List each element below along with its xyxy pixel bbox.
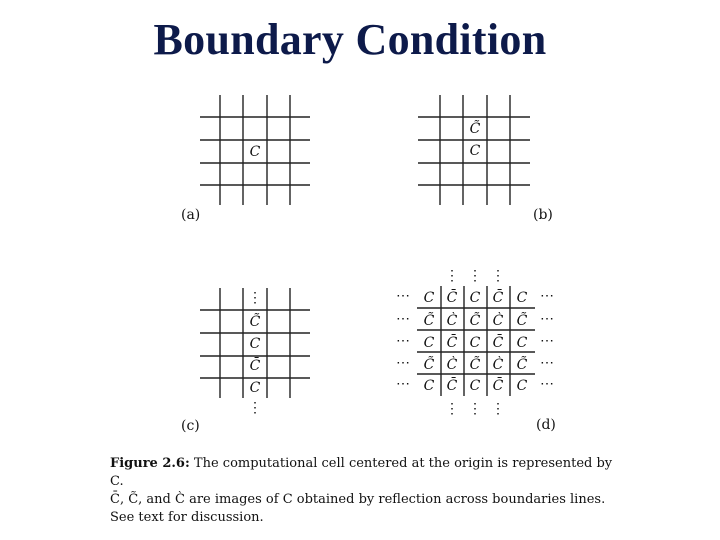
panel-d-cell: C̀ — [492, 357, 504, 373]
panel-b-grid — [415, 95, 535, 205]
panel-d-row-ellipsis-right: ⋯ — [540, 333, 554, 349]
panel-d-cell: C — [516, 290, 528, 306]
panel-d-cell: C — [469, 335, 481, 351]
panel-d-cell: C̄ — [492, 290, 504, 306]
panel-c-grid — [195, 288, 315, 416]
panel-d-cell: C — [423, 335, 435, 351]
panel-d-col-ellipsis-bottom: ⋮ — [468, 401, 482, 417]
panel-d-row-ellipsis-left: ⋯ — [396, 311, 410, 327]
caption-line-3: See text for discussion. — [110, 510, 264, 525]
panel-d-cell: C̃ — [469, 313, 481, 329]
panel-c-cell: C — [249, 380, 261, 396]
panel-d-col-ellipsis-bottom: ⋮ — [491, 401, 505, 417]
panel-d-label: (d) — [536, 417, 556, 433]
panel-d-cell: C̄ — [492, 378, 504, 394]
caption-lead: Figure 2.6: — [110, 456, 190, 471]
panel-d-cell: C — [516, 378, 528, 394]
panel-d-col-ellipsis-bottom: ⋮ — [445, 401, 459, 417]
panel-b-bottom-cell: C — [469, 143, 481, 159]
panel-d-cell: C̀ — [446, 357, 458, 373]
panel-d-row-ellipsis-left: ⋯ — [396, 288, 410, 304]
panel-d-cell: C̃ — [516, 357, 528, 373]
panel-d-cell: C̄ — [492, 335, 504, 351]
panel-d-row-ellipsis-left: ⋯ — [396, 333, 410, 349]
panel-a-grid — [195, 95, 315, 205]
panel-b-label: (b) — [533, 207, 553, 223]
figure-caption — [110, 455, 620, 527]
panel-c-ellipsis: ⋮ — [248, 290, 262, 306]
panel-d-row-ellipsis-left: ⋯ — [396, 355, 410, 371]
panel-d-cell: C̀ — [446, 313, 458, 329]
panel-d-cell: C̄ — [446, 335, 458, 351]
panel-d-col-ellipsis-top: ⋮ — [468, 268, 482, 284]
panel-d-row-ellipsis-right: ⋯ — [540, 288, 554, 304]
panel-c-cell: C — [249, 336, 261, 352]
panel-d-cell: C — [423, 378, 435, 394]
panel-b-top-cell: C̃ — [469, 121, 481, 137]
panel-d-cell: C — [516, 335, 528, 351]
panel-d-cell: C — [469, 290, 481, 306]
panel-a-label: (a) — [181, 207, 201, 223]
panel-d-cell: C̀ — [492, 313, 504, 329]
panel-c-cell: C̃ — [249, 314, 261, 330]
caption-line-2: C̄, C̃, and C̀ are images of C obtained by reflection across boundaries lines. — [110, 492, 606, 507]
panel-d-cell: C̃ — [516, 313, 528, 329]
panel-d-row-ellipsis-right: ⋯ — [540, 355, 554, 371]
panel-c-label: (c) — [181, 418, 200, 434]
panel-d-cell: C̃ — [423, 313, 435, 329]
panel-c-cell: C̄ — [249, 358, 261, 374]
panel-c-ellipsis: ⋮ — [248, 400, 262, 416]
panel-d-row-ellipsis-left: ⋯ — [396, 376, 410, 392]
panel-d-row-ellipsis-right: ⋯ — [540, 311, 554, 327]
panel-d-col-ellipsis-top: ⋮ — [445, 268, 459, 284]
caption-line-1: The computational cell centered at the origin is represented by C. — [110, 456, 613, 489]
panel-d-cell: C̄ — [446, 378, 458, 394]
panel-d-cell: C̃ — [469, 357, 481, 373]
panel-d-cell: C̃ — [423, 357, 435, 373]
panel-d-cell: C̄ — [446, 290, 458, 306]
panel-a-cell: C — [249, 144, 261, 160]
slide-title: Boundary Condition — [153, 15, 547, 64]
panel-d-row-ellipsis-right: ⋯ — [540, 376, 554, 392]
panel-d-cell: C — [423, 290, 435, 306]
panel-d-grid — [385, 268, 560, 418]
panel-d-cell: C — [469, 378, 481, 394]
panel-d-col-ellipsis-top: ⋮ — [491, 268, 505, 284]
